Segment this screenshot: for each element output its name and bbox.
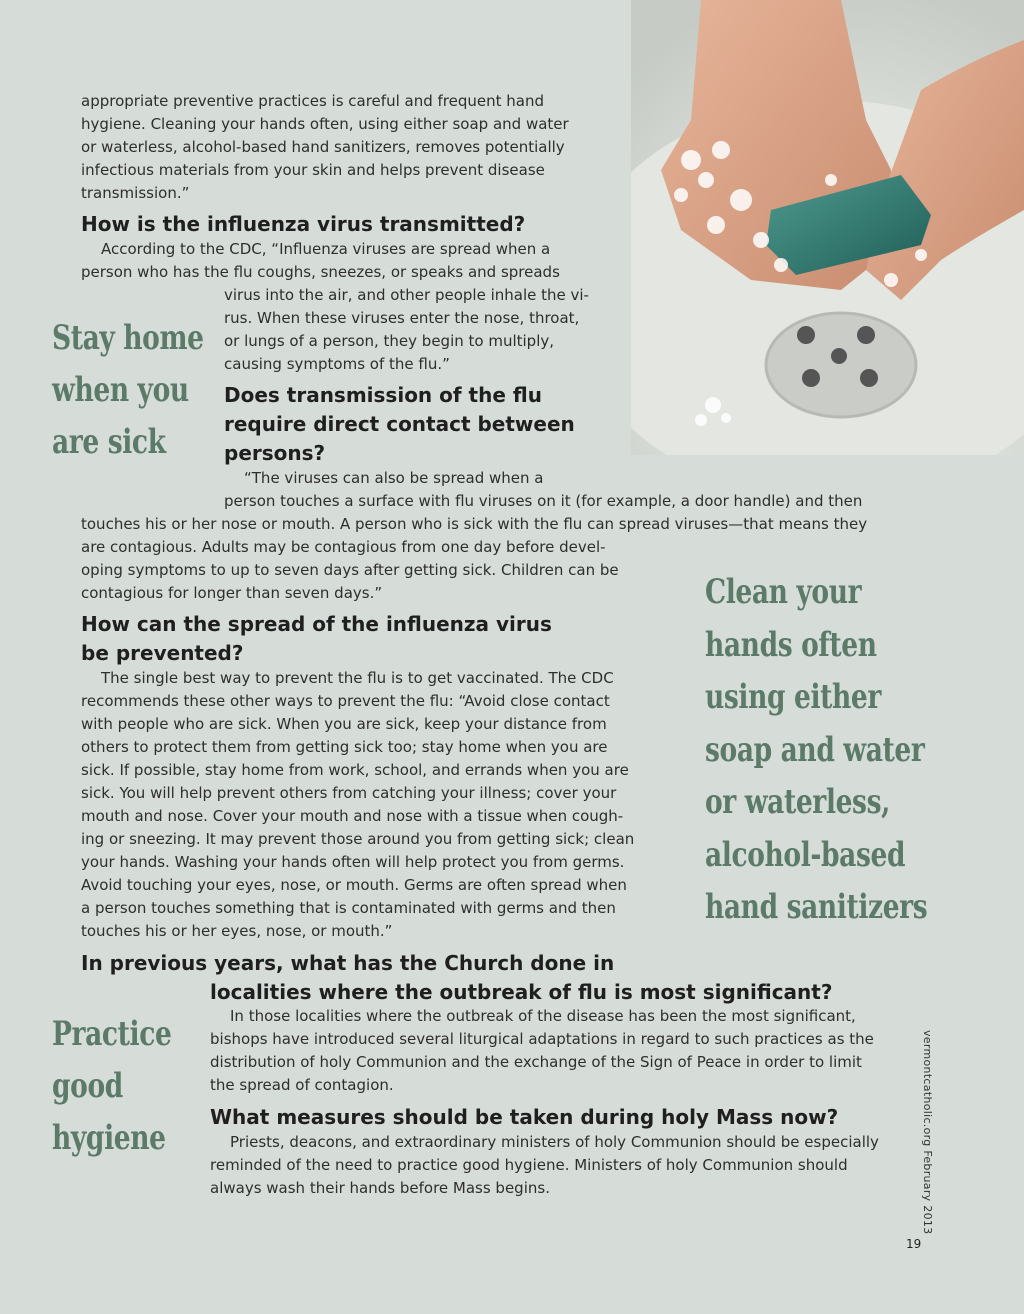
pullquote-line: Clean your [705,572,862,612]
hands-washing-photo [631,0,1024,455]
text-line: person who has the flu coughs, sneezes, or speaks and spreads [81,263,560,281]
text-line: touches his or her eyes, nose, or mouth.” [81,922,393,940]
pullquote-clean-hands [705,566,927,934]
section-heading [81,610,552,668]
text-line: The single best way to prevent the flu is to get vaccinated. The CDC [101,669,614,687]
section-paragraph [210,1005,874,1097]
text-line: In those localities where the outbreak of the disease has been the most significant, [230,1007,856,1025]
text-line: a person touches something that is contaminated with germs and then [81,899,616,917]
section-paragraph [224,284,589,376]
pullquote-line: alcohol-based [705,834,906,875]
text-line: infectious materials from your skin and helps prevent disease [81,161,545,179]
text-line: Priests, deacons, and extraordinary ministers of holy Communion should be especially [230,1133,879,1151]
text-line: touches his or her nose or mouth. A person who is sick with the flu can spread viruses—that means they [81,515,868,533]
pullquote-line: Stay home [52,318,204,358]
photo-illustration [631,0,1024,455]
text-line: oping symptoms to up to seven days after getting sick. Children can be [81,561,619,579]
text-line: reminded of the need to practice good hygiene. Ministers of holy Communion should [210,1156,848,1174]
pullquote-stay-home [52,312,204,468]
section-paragraph [210,1131,879,1200]
text-line: rus. When these viruses enter the nose, throat, [224,309,580,327]
section-heading [81,949,832,1007]
pullquote-line: Practice [52,1014,172,1054]
text-line: or waterless, alcohol-based hand sanitizers, removes potentially [81,138,565,156]
text-line: bishops have introduced several liturgical adaptations in regard to such practices as the [210,1030,874,1048]
heading-line: How can the spread of the influenza virus [81,612,552,636]
text-line: mouth and nose. Cover your mouth and nose with a tissue when cough- [81,807,624,825]
heading-line: be prevented? [81,641,244,665]
heading-line: Does transmission of the flu [224,383,542,407]
pullquote-line: or waterless, [705,782,890,822]
text-line: distribution of holy Communion and the exchange of the Sign of Peace in order to limit [210,1053,862,1071]
text-line: the spread of contagion. [210,1076,394,1094]
text-line: contagious for longer than seven days.” [81,584,383,602]
pullquote-line: hands often [705,624,877,665]
heading-line: require direct contact between [224,412,575,436]
text-line: ing or sneezing. It may prevent those around you from getting sick; clean [81,830,635,848]
text-line: sick. If possible, stay home from work, school, and errands when you are [81,761,629,779]
intro-paragraph [81,90,569,205]
text-line: or lungs of a person, they begin to multiply, [224,332,555,350]
text-line: with people who are sick. When you are sick, keep your distance from [81,715,607,733]
page-number: 19 [906,1237,922,1251]
section-heading [224,381,575,468]
text-line: hygiene. Cleaning your hands often, using either soap and water [81,115,569,133]
text-line: are contagious. Adults may be contagious from one day before devel- [81,538,606,556]
section-paragraph [81,238,560,284]
text-line: causing symptoms of the flu.” [224,355,450,373]
text-line: According to the CDC, “Influenza viruses are spread when a [101,240,551,258]
pullquote-hygiene [52,1008,171,1164]
section-heading: How is the influenza virus transmitted? [81,212,526,236]
pullquote-line: hygiene [52,1118,166,1158]
pullquote-line: using either [705,677,881,717]
text-line: appropriate preventive practices is careful and frequent hand [81,92,544,110]
heading-line: In previous years, what has the Church done in [81,951,615,975]
text-line: others to protect them from getting sick too; stay home when you are [81,738,608,756]
section-paragraph [224,467,862,513]
text-line: transmission.” [81,184,190,202]
section-heading: What measures should be taken during holy Mass now? [210,1105,839,1129]
text-line: virus into the air, and other people inhale the vi- [224,286,589,304]
text-line: “The viruses can also be spread when a [244,469,544,487]
pullquote-line: soap and water [705,729,925,770]
text-line: person touches a surface with flu viruses on it (for example, a door handle) and then [224,492,863,510]
publication-footer-vertical: vermontcatholic.org February 2013 [921,1030,934,1235]
pullquote-line: when you [52,370,189,410]
pullquote-line: are sick [52,422,166,462]
heading-line: persons? [224,441,326,465]
pullquote-line: hand sanitizers [705,887,928,927]
section-paragraph [81,667,634,943]
text-line: Avoid touching your eyes, nose, or mouth. Germs are often spread when [81,876,627,894]
text-line: recommends these other ways to prevent the flu: “Avoid close contact [81,692,610,710]
pullquote-line: good [52,1066,123,1106]
text-line: always wash their hands before Mass begins. [210,1179,550,1197]
heading-line: localities where the outbreak of flu is most significant? [210,980,833,1004]
text-line: your hands. Washing your hands often will help protect you from germs. [81,853,625,871]
text-line: sick. You will help prevent others from catching your illness; cover your [81,784,617,802]
